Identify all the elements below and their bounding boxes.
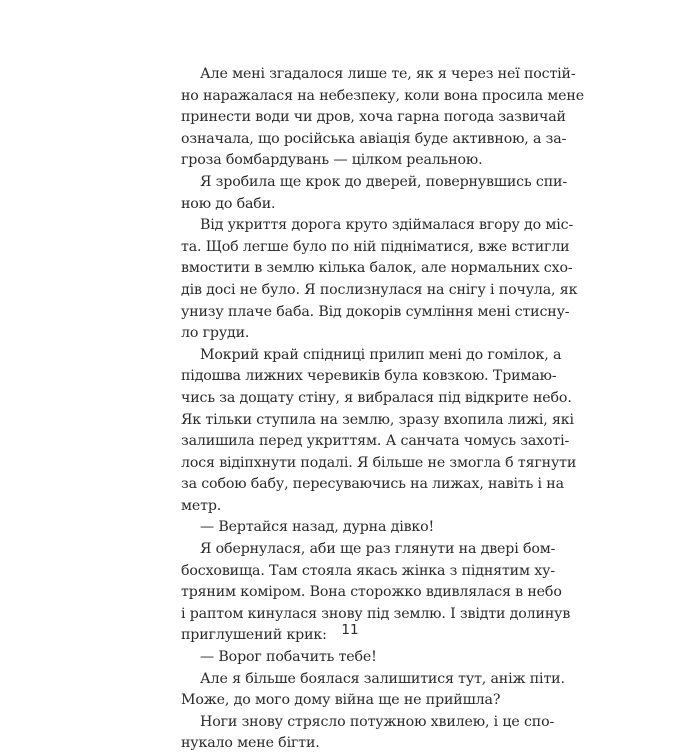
text-line: приглушений крик:	[181, 627, 327, 644]
text-line: Як тільки ступила на землю, зразу вхопила лижі, які	[181, 411, 574, 428]
text-line: та. Щоб легше було по ній підніматися, вже встигли	[181, 238, 570, 255]
text-line: Але я більше боялася залишитися тут, аніж піти.	[200, 670, 565, 687]
text-line: принести води чи дров, хоча гарна погода зазвичай	[181, 109, 566, 126]
text-line: дів досі не було. Я послизнулася на снігу і почула, як	[181, 281, 578, 298]
text-line: Може, до мого дому війна ще не прийшла?	[181, 692, 501, 709]
text-line: лося відіпхнути подалі. Я більше не змогла б тягнути	[181, 454, 577, 471]
text-line: унизу плаче баба. Від докорів сумління мені стисну-	[181, 303, 570, 320]
body-text	[181, 64, 584, 755]
text-line: метр.	[181, 497, 222, 514]
text-line: Ноги знову стрясло потужною хвилею, і це спо-	[200, 713, 555, 730]
text-line: ло груди.	[181, 325, 250, 342]
text-line: нукало мене бігти.	[181, 735, 320, 752]
text-line: підошва лижних черевиків була ковзкою. Тримаю-	[181, 368, 557, 385]
text-line: залишила перед укриттям. А санчата чомусь захоті-	[181, 433, 570, 450]
text-line: Від укриття дорога круто здіймалася вгору до міс-	[200, 217, 574, 234]
text-line: но наражалася на небезпеку, коли вона просила мене	[181, 87, 584, 104]
text-line: означала, що російська авіація буде активною, а за-	[181, 130, 567, 147]
text-line: гроза бомбардувань — цілком реальною.	[181, 152, 483, 169]
text-line: за собою бабу, пересуваючись на лижах, навіть і на	[181, 476, 564, 493]
text-line: Я обернулася, аби ще раз глянути на двері бом-	[200, 541, 556, 558]
text-line: і раптом кинулася знову під землю. І звідти долинув	[181, 605, 571, 622]
text-line: ною до баби.	[181, 195, 276, 212]
text-line: босховища. Там стояла якась жінка з піднятим ху-	[181, 562, 555, 579]
text-line: чись за дощату стіну, я вибралася під відкрите небо.	[181, 389, 572, 406]
text-line: Але мені згадалося лише те, як я через неї постій-	[200, 66, 576, 82]
dialogue-line: — Вертайся назад, дурна дівко!	[200, 519, 435, 536]
text-line: вмостити в землю кілька балок, але нормальних схо-	[181, 260, 573, 277]
text-line: тряним коміром. Вона сторожко вдивлялася в небо	[181, 584, 562, 601]
page-number: 11	[341, 622, 359, 638]
text-line: Я зробила ще крок до дверей, повернувшись спи-	[200, 173, 567, 190]
dialogue-line: — Ворог побачить тебе!	[200, 649, 377, 666]
text-line: Мокрий край спідниці прилип мені до гомілок, а	[200, 346, 562, 363]
